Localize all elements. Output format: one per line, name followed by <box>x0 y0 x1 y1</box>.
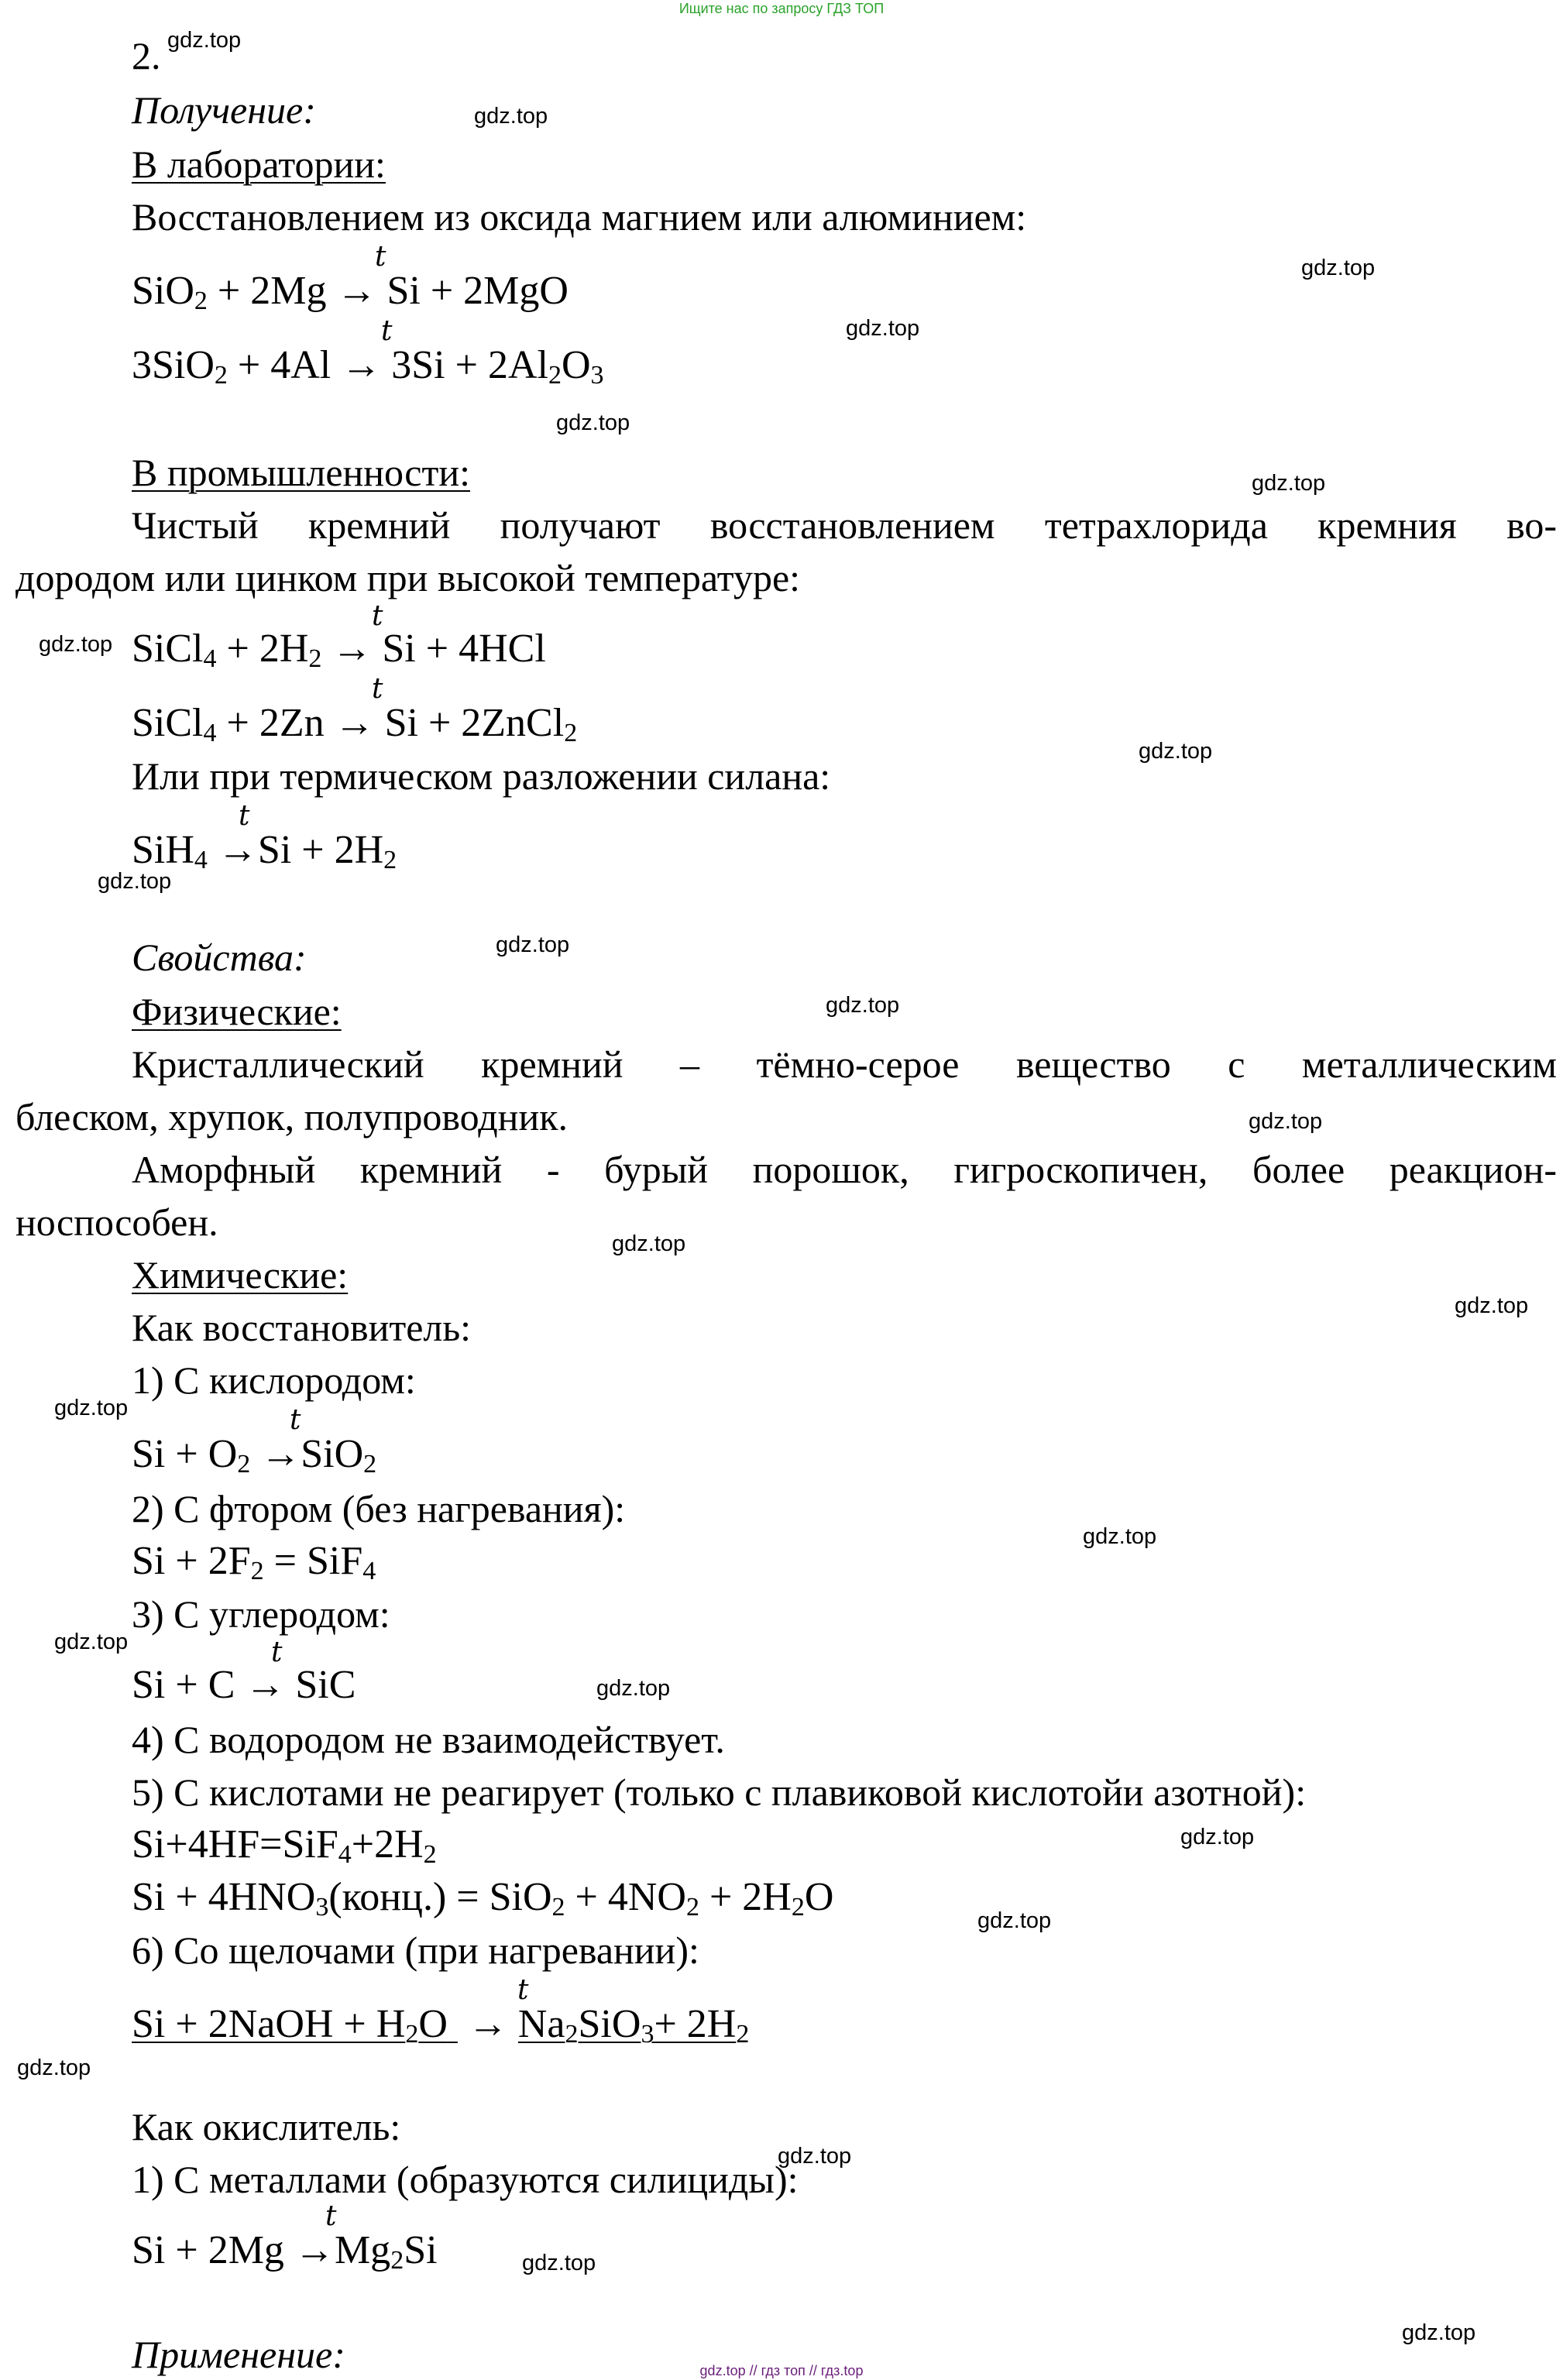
subheading-industry: В промышленности: <box>132 451 470 494</box>
equation-al <box>132 342 604 389</box>
phys-2a: Аморфный кремний - бурый порошок, гигроскопичен, более реакцион- <box>132 1148 1557 1191</box>
eq-sicl-zn-right: Si + 2ZnCl$_2$ <box>384 701 578 747</box>
watermark: gdz.top <box>1455 1293 1529 1318</box>
watermark: gdz.top <box>474 104 548 129</box>
watermark: gdz.top <box>167 28 242 53</box>
arrow-icon: → <box>260 1432 301 1476</box>
watermark: gdz.top <box>522 2251 596 2275</box>
temp-mark: t <box>517 1974 529 2006</box>
equation-sicl-zn <box>132 700 577 747</box>
eq-mg2si-right: $Mg_2Si$ <box>334 2228 438 2275</box>
arrow-icon: → <box>336 269 387 313</box>
arrow-icon: → <box>294 2228 335 2272</box>
heading-properties: Свойства: <box>132 936 307 979</box>
watermark: gdz.top <box>1249 1109 1323 1134</box>
watermark: gdz.top <box>826 993 900 1018</box>
arrow-icon: → <box>331 627 383 671</box>
watermark: gdz.top <box>1252 471 1326 496</box>
watermark: gdz.top <box>778 2144 852 2169</box>
equation-sicl-h <box>132 626 546 672</box>
eq-sicl-h-left: SiCl$_4$ + $2H_2$ <box>132 627 322 673</box>
phys-1a: Кристаллический кремний – тёмно-серое вещество с металлическим <box>132 1042 1557 1086</box>
subheading-physical: Физические: <box>132 990 342 1033</box>
eq-naoh-gap <box>448 2002 458 2046</box>
arrow-icon: → <box>245 1663 296 1707</box>
phys-2b: носпособен. <box>15 1200 218 1244</box>
reaction-4-label: 4) С водородом не взаимодействует. <box>132 1718 725 1761</box>
arrow-icon: → <box>467 2002 508 2046</box>
watermark: gdz.top <box>1083 1524 1157 1549</box>
watermark: gdz.top <box>1180 1825 1255 1849</box>
temp-mark: t <box>239 800 250 832</box>
eq-silane-left: SiH$_4$ <box>132 828 208 874</box>
temp-mark: t <box>381 315 393 347</box>
reaction-6-label: 6) Со щелочами (при нагревании): <box>132 1928 699 1972</box>
subheading-chemical: Химические: <box>132 1253 349 1296</box>
eq-mg2si-left: Si + 2Mg <box>132 2228 284 2272</box>
top-banner[interactable]: Ищите нас по запросу ГДЗ ТОП <box>678 1 885 16</box>
equation-silane <box>132 827 397 874</box>
eq-naoh-left: Si + 2NaOH + $H_2O$ <box>132 2002 448 2049</box>
equation-hno3: $Si + 4HNO_3(конц.) = SiO_2 + 4NO_2 + 2H_2O$ <box>132 1875 834 1922</box>
eq-c-right: SiC <box>295 1663 356 1707</box>
temp-mark: t <box>372 600 383 632</box>
watermark: gdz.top <box>846 316 920 341</box>
watermark: gdz.top <box>54 1396 129 1420</box>
watermark: gdz.top <box>496 932 570 957</box>
arrow-icon: → <box>217 828 258 872</box>
watermark: gdz.top <box>39 632 113 657</box>
industry-text-2: дородом или цинком при высокой температуре: <box>15 556 801 599</box>
reaction-5-label: 5) С кислотами не реагирует (только с плавиковой кислотойи азотной): <box>132 1770 1307 1814</box>
temp-mark: t <box>290 1404 301 1436</box>
temp-mark: t <box>375 241 386 273</box>
watermark: gdz.top <box>17 2055 91 2080</box>
silane-text: Или при термическом разложении силана: <box>132 754 831 798</box>
eq-o2-left: $Si + O_2$ <box>132 1432 251 1478</box>
eq-silane-right: $Si + 2H_2$ <box>257 828 397 874</box>
temp-mark: t <box>325 2200 337 2232</box>
arrow-icon: → <box>334 701 385 745</box>
temp-mark: t <box>372 673 383 705</box>
watermark: gdz.top <box>1139 739 1213 764</box>
bottom-banner[interactable]: gdz.top // гдз топ // гдз.top <box>699 2363 864 2378</box>
oxidizer-1-label: 1) С металлами (образуются силициды): <box>132 2158 799 2201</box>
equation-mg2si <box>132 2227 438 2274</box>
watermark: gdz.top <box>54 1630 129 1654</box>
equation-c <box>132 1662 356 1709</box>
phys-1b: блеском, хрупок, полупроводник. <box>15 1095 568 1138</box>
reaction-3-label: 3) С углеродом: <box>132 1592 390 1636</box>
equation-mg <box>132 268 569 314</box>
eq-mg-right: Si + 2MgO <box>386 269 569 313</box>
watermark: gdz.top <box>1301 256 1376 280</box>
eq-sicl-h-right: Si + 4HCl <box>382 627 546 671</box>
eq-naoh-right: $Na_2SiO_3+ 2H_2$ <box>517 2002 750 2049</box>
watermark: gdz.top <box>612 1231 686 1256</box>
watermark: gdz.top <box>1402 2320 1476 2345</box>
eq-al-right: $3Si + 2Al_2O_3$ <box>391 343 604 390</box>
watermark: gdz.top <box>98 869 172 894</box>
watermark: gdz.top <box>596 1676 671 1701</box>
subheading-lab: В лаборатории: <box>132 143 386 186</box>
as-reducer: Как восстановитель: <box>132 1306 472 1349</box>
as-oxidizer: Как окислитель: <box>132 2105 401 2148</box>
watermark: gdz.top <box>556 410 630 435</box>
eq-o2-right: SiO$_2$ <box>301 1432 377 1478</box>
heading-application: Применение: <box>132 2333 345 2376</box>
equation-f2: $Si + 2F_2 = SiF_4$ <box>132 1539 376 1585</box>
watermark: gdz.top <box>977 1908 1052 1933</box>
reaction-1-label: 1) С кислородом: <box>132 1358 416 1402</box>
eq-c-left: Si + C <box>132 1663 235 1707</box>
equation-naoh <box>132 2001 749 2048</box>
eq-mg-left: SiO$_2$ + 2Mg <box>132 269 327 315</box>
equation-o2 <box>132 1431 376 1478</box>
equation-hf: $Si+4HF=SiF_4+2H_2$ <box>132 1822 437 1869</box>
reaction-2-label: 2) С фтором (без нагревания): <box>132 1487 626 1530</box>
lab-text: Восстановлением из оксида магнием или алюминием: <box>132 195 1027 239</box>
arrow-icon: → <box>341 343 392 387</box>
eq-al-left: 3SiO$_2$ + 4Al <box>132 343 331 390</box>
temp-mark: t <box>271 1636 283 1668</box>
task-number: 2. <box>132 34 161 77</box>
eq-sicl-zn-left: SiCl$_4$ + 2Zn <box>132 701 325 747</box>
industry-text-1: Чистый кремний получают восстановлением тетрахлорида кремния во- <box>132 503 1557 547</box>
heading-obtaining: Получение: <box>132 88 316 132</box>
